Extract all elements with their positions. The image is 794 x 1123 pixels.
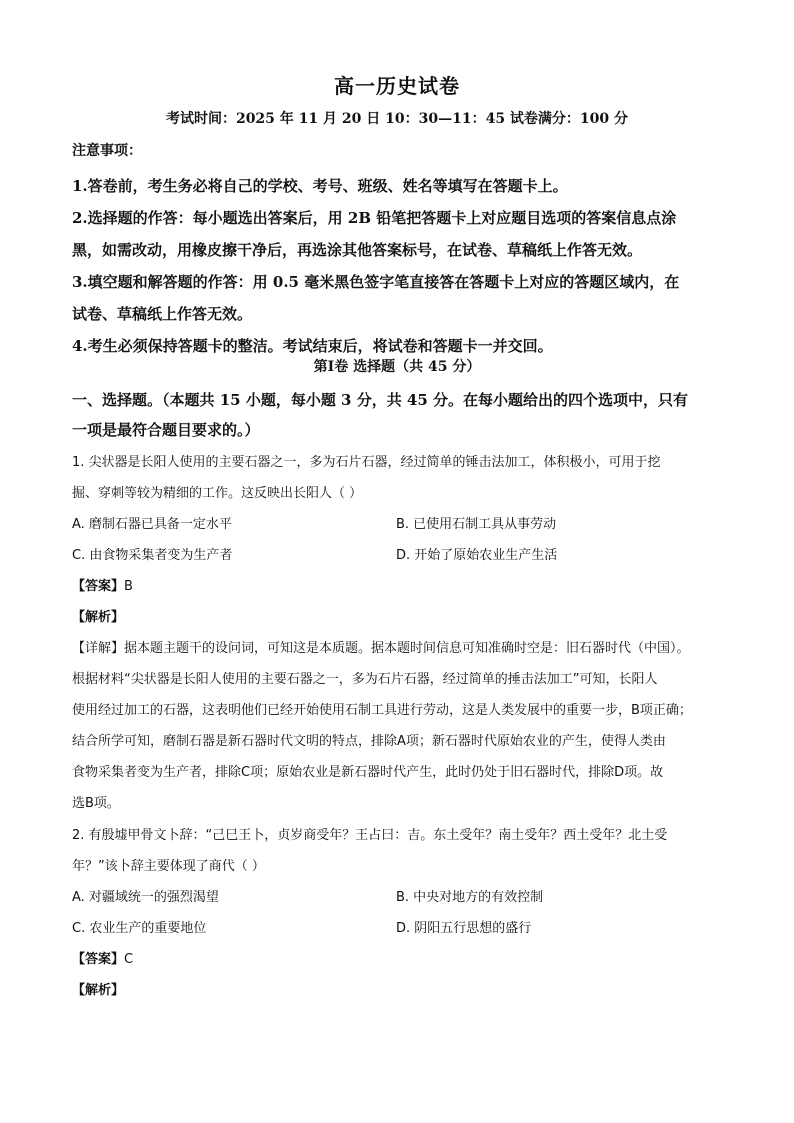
option-d: D. 开始了原始农业生产生活 [396,548,558,563]
option-b: B. 中央对地方的有效控制 [396,890,544,905]
answer-label: 【答案】 [72,952,125,967]
notice-line: 试卷、草稿纸上作答无效。 [72,305,253,323]
detail-line: 结合所学可知，磨制石器是新石器时代文明的特点，排除A项；新石器时代原始农业的产生，使得人类由 [72,734,666,749]
option-d: D. 阴阳五行思想的盛行 [396,921,532,936]
notice-line: 黑，如需改动，用橡皮擦干净后，再选涂其他答案标号，在试卷、草稿纸上作答无效。 [72,241,643,259]
answer-label: 【答案】 [72,579,125,594]
part-heading [72,385,732,445]
detail-line: 食物采集者变为生产者，排除C项；原始农业是新石器时代产生，此时仍处于旧石器时代，排除D项。故 [72,765,664,780]
detail-line: 根据材料“尖状器是长阳人使用的主要石器之一，多为石片石器，经过简单的捶击法加工”可知，长阳人 [72,672,658,687]
question-stem-line: 掘、穿刺等较为精细的工作。这反映出长阳人（ ） [72,486,363,501]
detail-line: 【详解】据本题主题干的设问词，可知这是本质题。据本题时间信息可知准确时空是：旧石器时代（中国）。 [72,641,690,656]
option-c: C. 农业生产的重要地位 [72,921,207,936]
answer-value: B [124,579,133,594]
exam-info: 考试时间：2025 年 11 月 20 日 10：30—11：45 试卷满分：100 分 [165,111,629,127]
answer-line [72,944,732,975]
option-a: A. 对疆域统一的强烈渴望 [72,890,219,905]
answer-line [72,571,732,602]
analysis-label: 【解析】 [72,610,125,625]
page-title: 高一历史试卷 [334,74,460,98]
notice-line: 4.考生必须保持答题卡的整洁。考试结束后，将试卷和答题卡一并交回。 [72,337,553,355]
notice-section [72,140,732,362]
options-row [72,913,732,944]
section-title: 第Ⅰ卷 选择题（共 45 分） [313,359,481,375]
notice-line: 1.答卷前，考生务必将自己的学校、考号、班级、姓名等填写在答题卡上。 [72,177,568,195]
part-heading-line: 一项是最符合题目要求的。） [72,421,260,439]
question-stem-line: 1. 尖状器是长阳人使用的主要石器之一，多为石片石器，经过简单的锤击法加工，体积极小，可用于挖 [72,455,661,470]
notice-line: 3.填空题和解答题的作答：用 0.5 毫米黑色签字笔直接答在答题卡上对应的答题区域内，在 [72,273,680,291]
question-stem-line: 2. 有殷墟甲骨文卜辞：“己巳王卜，贞岁商受年？王占曰：吉。东土受年？南土受年？西土受年？北土受 [72,828,668,843]
part-heading-line: 一、选择题。（本题共 15 小题，每小题 3 分，共 45 分。在每小题给出的四个选项中，只有 [72,391,689,409]
detail-line: 使用经过加工的石器，这表明他们已经开始使用石制工具进行劳动，这是人类发展中的重要一步，B项正确； [72,703,692,718]
detail-line: 选B项。 [72,796,120,811]
options-row [72,540,732,571]
notice-line: 2.选择题的作答：每小题选出答案后，用 2B 铅笔把答题卡上对应题目选项的答案信息点涂 [72,209,677,227]
options-row [72,882,732,913]
question-stem-line: 年？”该卜辞主要体现了商代（ ） [72,859,265,874]
option-a: A. 磨制石器已具备一定水平 [72,517,232,532]
question-2 [72,820,732,1006]
options-row [72,509,732,540]
option-b: B. 已使用石制工具从事劳动 [396,517,557,532]
analysis-label: 【解析】 [72,983,125,998]
answer-value: C [124,952,134,967]
notice-heading: 注意事项： [72,143,142,159]
option-c: C. 由食物采集者变为生产者 [72,548,233,563]
question-1 [72,447,732,819]
